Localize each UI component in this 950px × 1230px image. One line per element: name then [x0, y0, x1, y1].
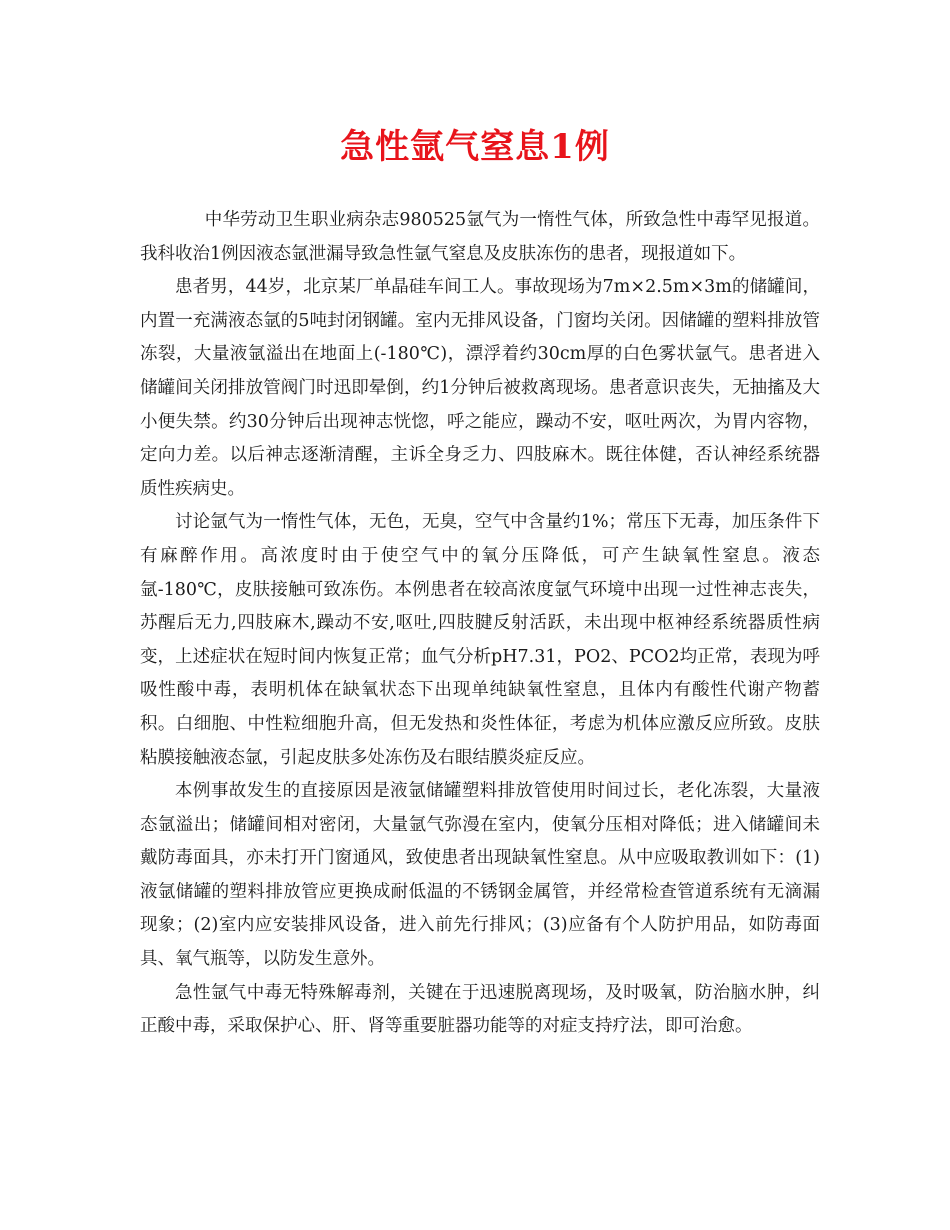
document-title: 急性氩气窒息1例	[340, 127, 610, 167]
paragraph-case: 患者男，44岁，北京某厂单晶硅车间工人。事故现场为7m×2.5m×3m的储罐间，内置一充满液态氩的5吨封闭钢罐。室内无排风设备，门窗均关闭。因储罐的塑料排放管冻裂，大量液氩溢出在地面上(-180℃)，漂浮着约30cm厚的白色雾状氩气。患者进入储罐间关闭排放管阀门时迅即晕倒，约1分钟后被救离现场。患者意识丧失，无抽搐及大小便失禁。约30分钟后出现神志恍惚，呼之能应，躁动不安，呕吐两次，为胃内容物，定向力差。以后神志逐渐清醒，主诉全身乏力、四肢麻木。既往体健，否认神经系统器质性疾病史。	[140, 277, 820, 499]
paragraph-intro: 中华劳动卫生职业病杂志980525氩气为一惰性气体，所致急性中毒罕见报道。我科收治1例因液态氩泄漏导致急性氩气窒息及皮肤冻伤的患者，现报道如下。	[140, 210, 820, 264]
paragraph-discussion: 讨论氩气为一惰性气体，无色，无臭，空气中含量约1%；常压下无毒，加压条件下有麻醉作用。高浓度时由于使空气中的氧分压降低，可产生缺氧性窒息。液态氩-180℃，皮肤接触可致冻伤。本例患者在较高浓度氩气环境中出现一过性神志丧失，苏醒后无力,四肢麻木,躁动不安,呕吐,四肢腱反射活跃，未出现中枢神经系统器质性病变，上述症状在短时间内恢复正常；血气分析pH7.31，PO2、PCO2均正常，表现为呼吸性酸中毒，表明机体在缺氧状态下出现单纯缺氧性窒息，且体内有酸性代谢产物蓄积。白细胞、中性粒细胞升高，但无发热和炎性体征，考虑为机体应激反应所致。皮肤粘膜接触液态氩，引起皮肤多处冻伤及右眼结膜炎症反应。	[140, 512, 820, 768]
paragraph-cause: 本例事故发生的直接原因是液氩储罐塑料排放管使用时间过长，老化冻裂，大量液态氩溢出；储罐间相对密闭，大量氩气弥漫在室内，使氧分压相对降低；进入储罐间未戴防毒面具，亦未打开门窗通风，致使患者出现缺氧性窒息。从中应吸取教训如下：(1)液氩储罐的塑料排放管应更换成耐低温的不锈钢金属管，并经常检查管道系统有无滴漏现象；(2)室内应安装排风设备，进入前先行排风；(3)应备有个人防护用品，如防毒面具、氧气瓶等，以防发生意外。	[140, 781, 820, 970]
document-body	[140, 204, 820, 1044]
paragraph-treatment: 急性氩气中毒无特殊解毒剂，关键在于迅速脱离现场，及时吸氧，防治脑水肿，纠正酸中毒，采取保护心、肝、肾等重要脏器功能等的对症支持疗法，即可治愈。	[140, 982, 820, 1037]
